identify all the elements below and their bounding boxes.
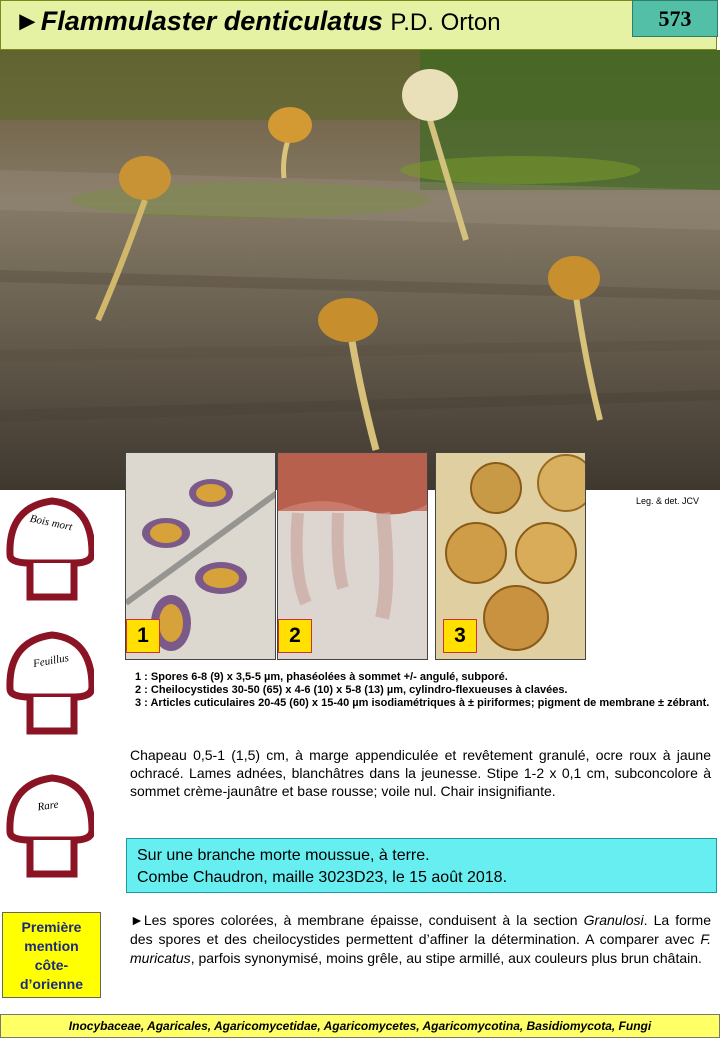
mushroom-icon — [4, 770, 94, 880]
mushroom-icon — [4, 627, 94, 737]
first-mention-badge: Première mention côte- d’orienne — [2, 912, 101, 998]
micrograph-cheilocystidia — [277, 452, 428, 660]
icon-label: Feuillus — [32, 651, 70, 671]
rarity-icon — [4, 770, 94, 880]
habitat-icon — [4, 493, 94, 603]
page-title — [14, 6, 501, 37]
micrograph-number: 2 — [278, 619, 312, 653]
description: Chapeau 0,5-1 (1,5) cm, à marge appendiculée et revêtement granulé, ocre roux à jaune ochracé. Lames adnées, blanchâtres dans la jeunesse. Stipe 1-2 x 0,1 cm, subconcolore à sommet crème-jaunâtre et base rousse; voile nul. Chair insignifiante. — [130, 747, 711, 799]
habitat-box — [126, 838, 717, 893]
micro-note-3: 3 : Articles cuticulaires 20-45 (60) x 15-40 µm isodiamétriques à ± piriformes; pigment de membrane ± zébrant. — [135, 697, 710, 709]
micrograph-cuticle — [435, 452, 586, 660]
micro-notes — [135, 671, 713, 710]
notes: ►Les spores colorées, à membrane épaisse, conduisent à la section Granulosi. La forme des spores et des cheilocystides permettent d’affiner la détermination. A comparer avec F. muricatus, parfois synonymisé, moins grêle, au stipe armillé, aux couleurs plus brun châtain. — [130, 912, 712, 966]
icon-label: Bois mort — [28, 512, 74, 534]
micrograph-spores — [125, 452, 276, 660]
species-author: P.D. Orton — [390, 9, 501, 36]
title-arrow: ► — [14, 6, 41, 36]
micrograph-number: 3 — [443, 619, 477, 653]
species-name: Flammulaster denticulatus — [40, 6, 383, 36]
habitat-line: Combe Chaudron, maille 3023D23, le 15 août 2018. — [137, 869, 508, 886]
micro-note-1: 1 : Spores 6-8 (9) x 3,5-5 µm, phaséolées à sommet +/- angulé, subporé. — [135, 671, 508, 683]
taxonomy-bar: Inocybaceae, Agaricales, Agaricomycetidae, Agaricomycetes, Agaricomycotina, Basidiomycota, Fungi — [0, 1014, 720, 1038]
icon-label: Rare — [36, 798, 60, 814]
habitat-line: Sur une branche morte moussue, à terre. — [137, 847, 430, 864]
micro-note-2: 2 : Cheilocystides 30-50 (65) x 4-6 (10) x 5-8 (13) µm, cylindro-flexueuses à clavées. — [135, 684, 568, 696]
plate-number: 573 — [632, 0, 718, 37]
main-photo — [0, 50, 720, 490]
mushroom-icon — [4, 493, 94, 603]
micrograph-number: 1 — [126, 619, 160, 653]
credit: Leg. & det. JCV — [636, 496, 700, 506]
host-icon — [4, 627, 94, 737]
